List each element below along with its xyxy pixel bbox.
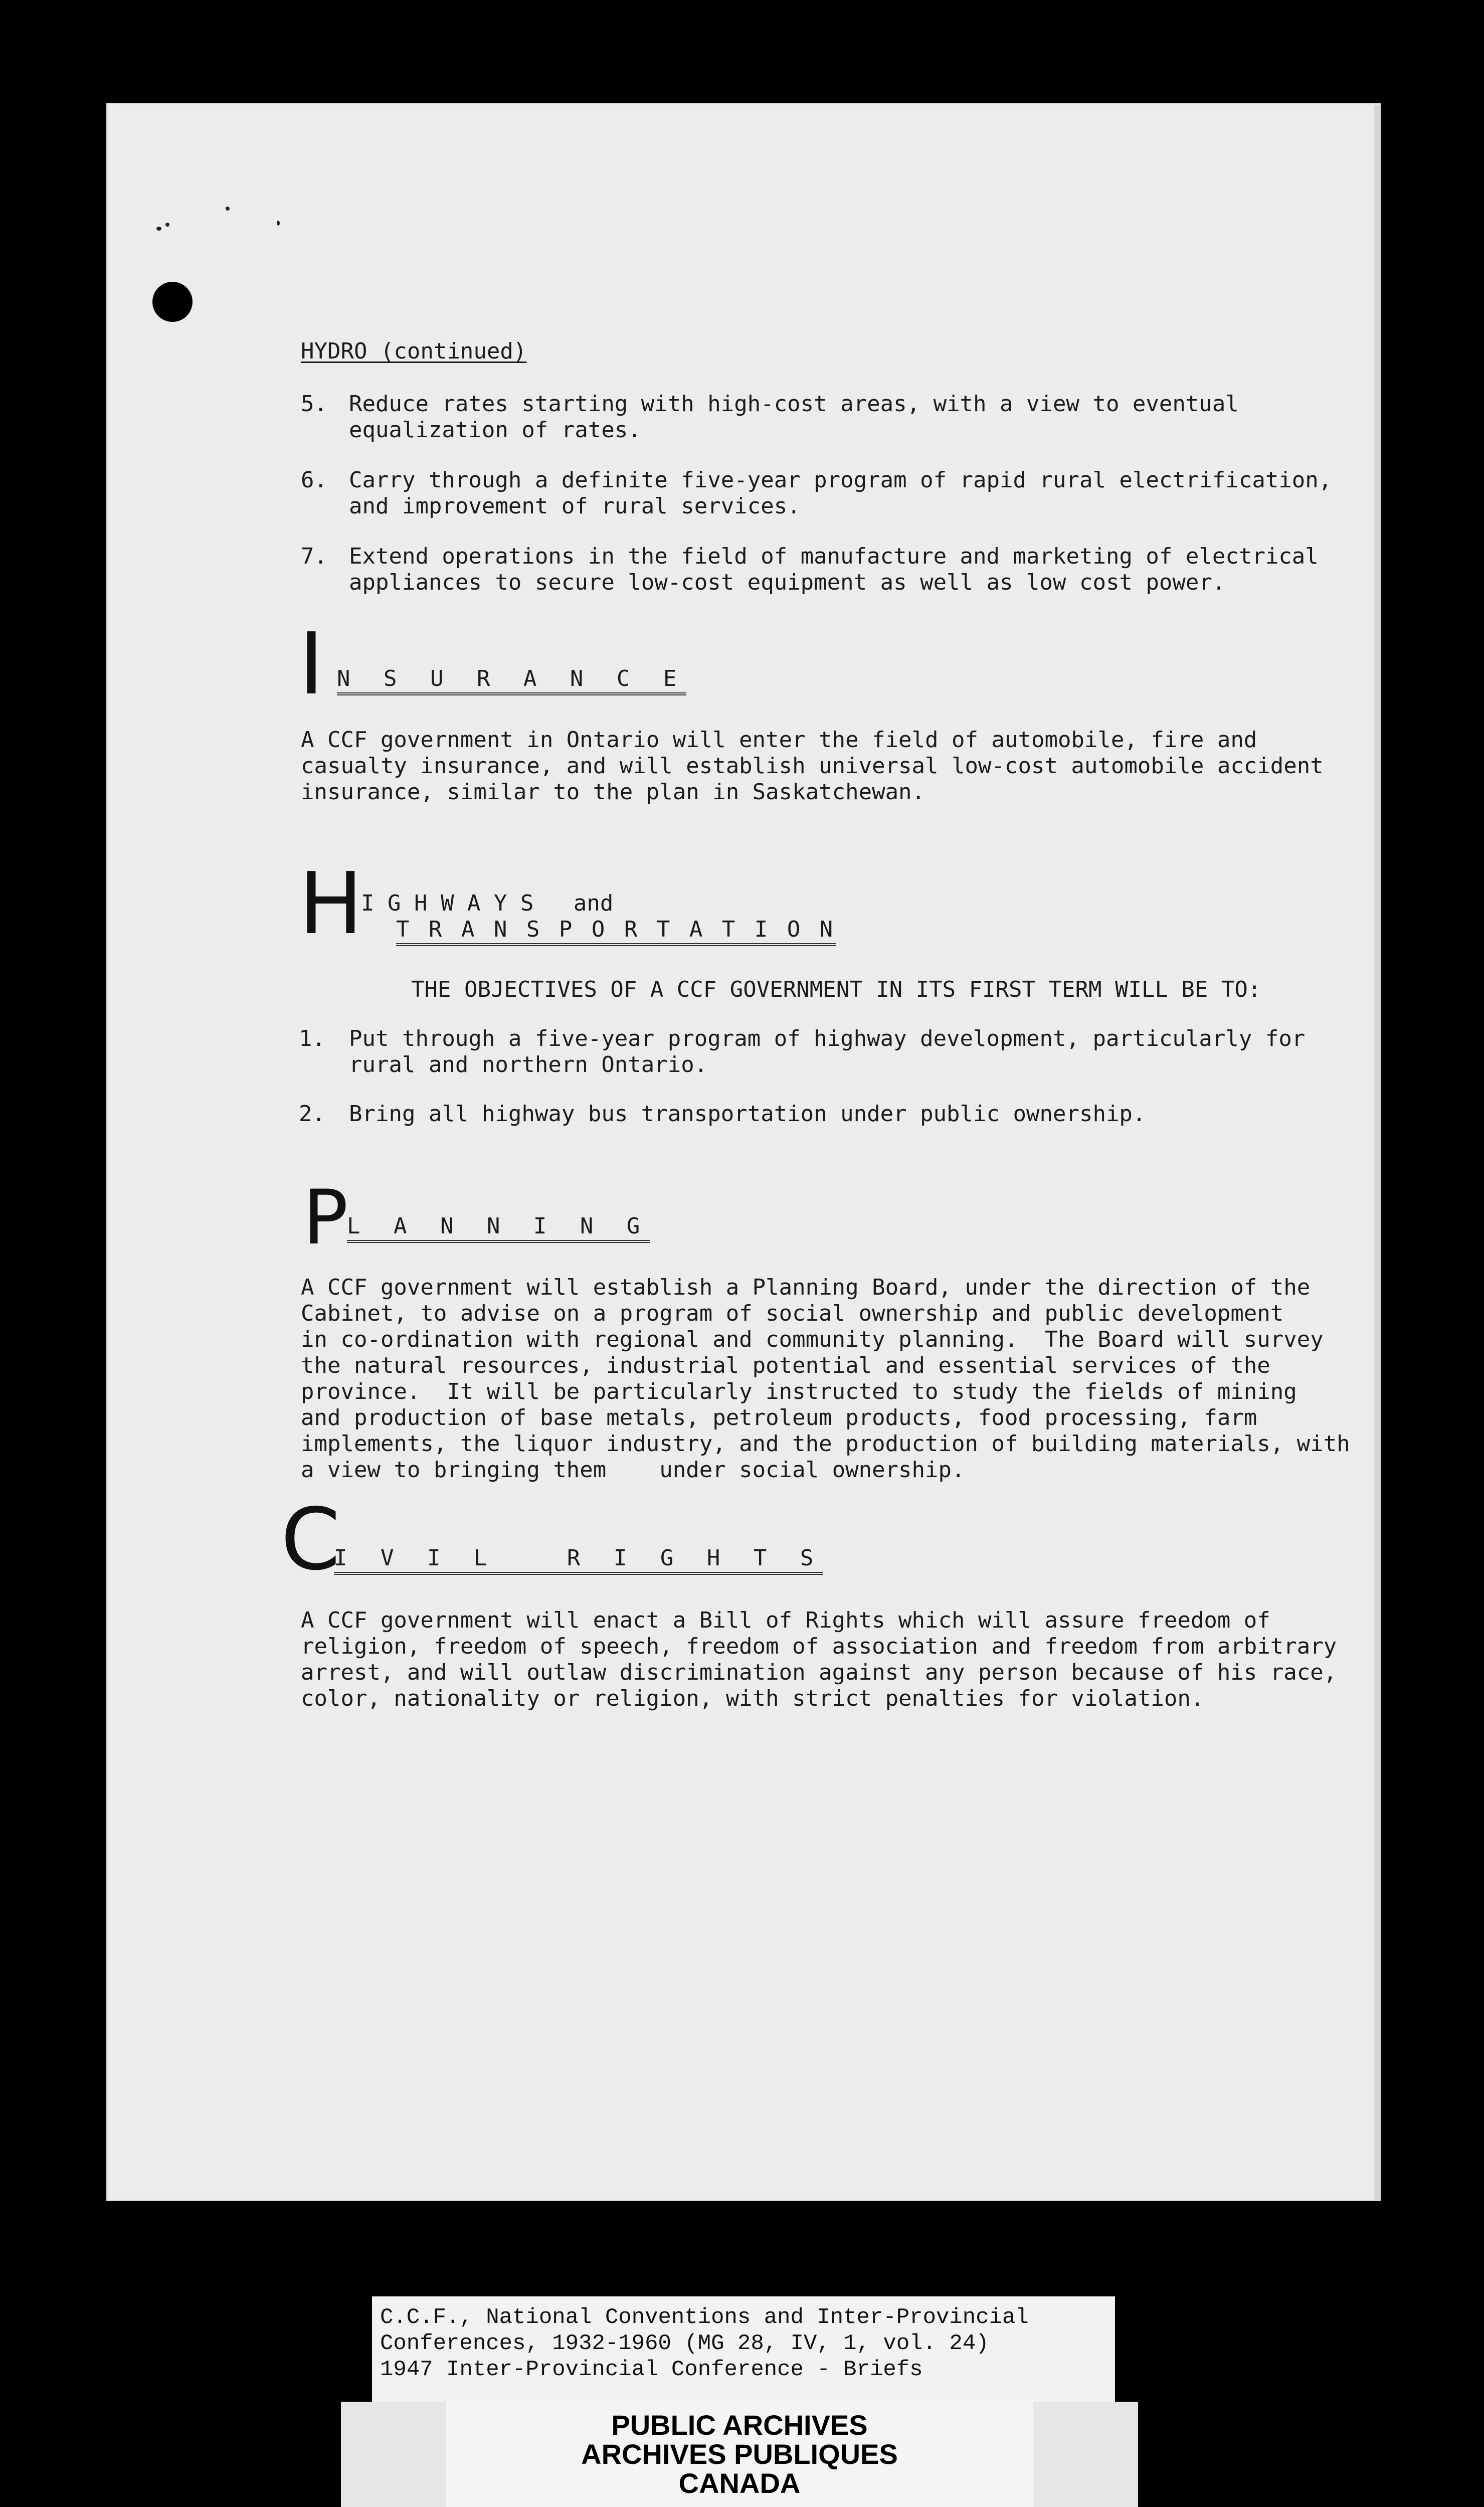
highways-item-2-line1: Bring all highway bus transportation under public ownership. [349,1101,1146,1127]
document-page [106,103,1381,2201]
insurance-body-line: insurance, similar to the plan in Saskatchewan. [301,779,925,805]
planning-body-line: and production of base metals, petroleum products, food processing, farm [301,1405,1257,1430]
planning-body-line: province. It will be particularly instructed to study the fields of mining [301,1379,1297,1404]
speck [277,221,280,226]
civil-rights-heading: I V I L R I G H T S [334,1545,823,1571]
speck [226,207,230,211]
speck [165,223,169,227]
hydro-item-7-line1: Extend operations in the field of manufacture and marketing of electrical [349,544,1319,569]
civil-rights-initial: C [281,1490,340,1589]
stamp-line: ARCHIVES PUBLIQUES [581,2438,898,2470]
insurance-body-line: casualty insurance, and will establish universal low-cost automobile accident [301,753,1324,779]
hydro-item-5-line2: equalization of rates. [349,417,641,443]
insurance-heading: N S U R A N C E [337,666,686,692]
highways-heading-line1: I G H W A Y S and [361,890,614,916]
hydro-item-6-line1: Carry through a definite five-year program of rapid rural electrification, [349,467,1332,493]
planning-body-line: Cabinet, to advise on a program of social ownership and public development [301,1301,1284,1326]
archive-reference-label [372,2296,1115,2407]
planning-heading: L A N N I N G [347,1213,650,1239]
highways-initial: H [299,854,363,954]
planning-body-line: in co-ordination with regional and community planning. The Board will survey [301,1327,1324,1352]
item-number: 2. [299,1101,325,1127]
civil-rights-body-line: A CCF government will enact a Bill of Rights which will assure freedom of [301,1607,1270,1633]
item-number: 6. [301,467,327,493]
speck [156,227,161,231]
archive-label-line: Conferences, 1932-1960 (MG 28, IV, 1, vol. 24) [380,2331,989,2356]
stamp-line: PUBLIC ARCHIVES [611,2409,868,2441]
civil-rights-body-line: religion, freedom of speech, freedom of association and freedom from arbitrary [301,1634,1337,1659]
hydro-item-7-line2: appliances to secure low-cost equipment as well as low cost power. [349,570,1226,595]
hydro-item-6-line2: and improvement of rural services. [349,493,801,519]
civil-rights-body-line: arrest, and will outlaw discrimination against any person because of his race, [301,1660,1337,1685]
highways-objectives: THE OBJECTIVES OF A CCF GOVERNMENT IN ITS FIRST TERM WILL BE TO: [411,977,1261,1002]
highways-item-1-line2: rural and northern Ontario. [349,1052,708,1078]
archive-label-line: C.C.F., National Conventions and Inter-Provincial [380,2305,1029,2330]
highways-item-1-line1: Put through a five-year program of highway development, particularly for [349,1026,1306,1051]
page-edge [1374,105,1381,2201]
planning-body-line: the natural resources, industrial potential and essential services of the [301,1353,1270,1378]
item-number: 7. [301,544,327,569]
item-number: 5. [301,391,327,417]
hydro-item-5-line1: Reduce rates starting with high-cost areas, with a view to eventual [349,391,1239,417]
stamp-line: CANADA [678,2467,801,2499]
civil-rights-body-line: color, nationality or religion, with strict penalties for violation. [301,1686,1204,1711]
highways-heading-line2: T R A N S P O R T A T I O N [396,917,836,943]
punch-hole [152,282,193,322]
archive-label-line: 1947 Inter-Provincial Conference - Briefs [380,2357,923,2382]
planning-body-line: A CCF government will establish a Planning Board, under the direction of the [301,1275,1311,1300]
planning-body-line: implements, the liquor industry, and the production of building materials, with [301,1431,1350,1457]
archives-stamp [341,2402,1138,2507]
planning-initial: P [303,1174,348,1262]
planning-body-line: a view to bringing them under social ownership. [301,1457,965,1483]
insurance-body-line: A CCF government in Ontario will enter the field of automobile, fire and [301,727,1257,753]
insurance-initial: I [299,615,324,714]
section-header-hydro: HYDRO (continued) [301,338,527,364]
item-number: 1. [299,1026,325,1051]
